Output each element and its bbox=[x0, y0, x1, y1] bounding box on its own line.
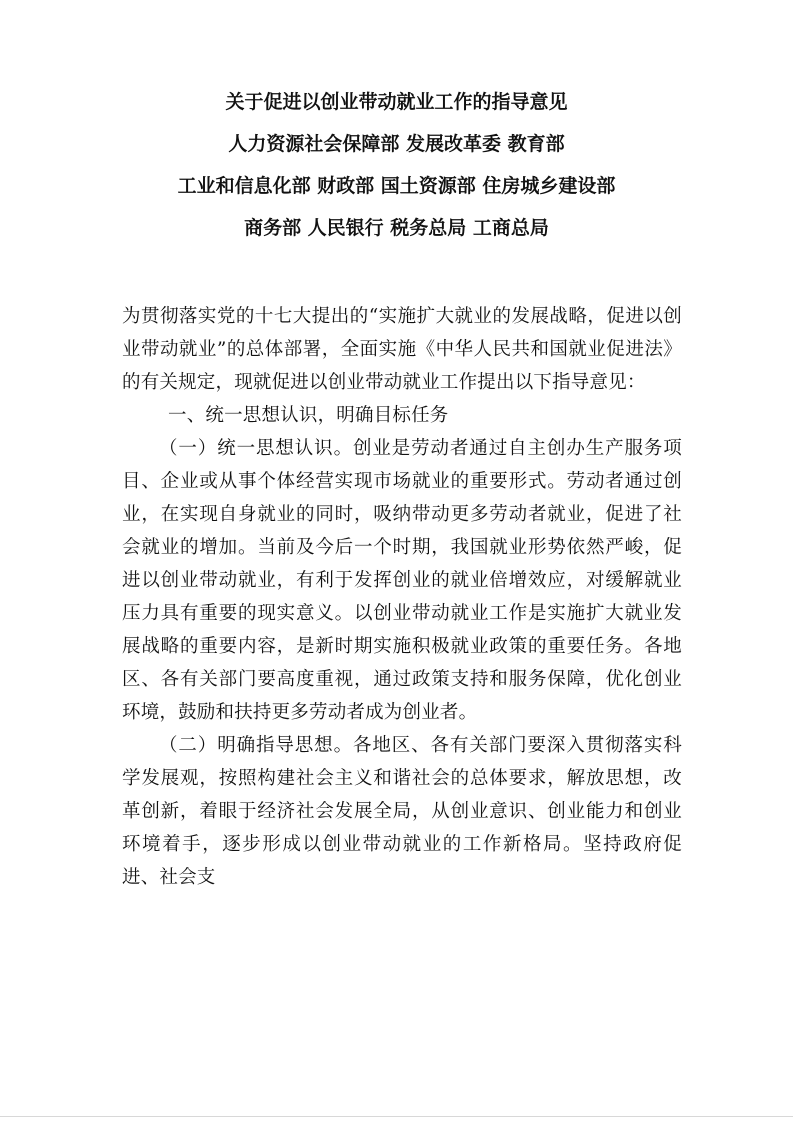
intro-paragraph: 为贯彻落实党的十七大提出的“实施扩大就业的发展战略，促进以创业带动就业”的总体部署，全面实施《中华人民共和国就业促进法》的有关规定，现就促进以创业带动就业工作提出以下指导意见： bbox=[122, 306, 682, 393]
body-paragraph-1: （一）统一思想认识。创业是劳动者通过自主创办生产服务项目、企业或从事个体经营实现市场就业的重要形式。劳动者通过创业，在实现自身就业的同时，吸纳带动更多劳动者就业，促进了社会就业的增加。当前及今后一个时期，我国就业形势依然严峻，促进以创业带动就业，有利于发挥创业的就业倍增效应，对缓解就业压力具有重要的现实意义。以创业带动就业工作是实施扩大就业发展战略的重要内容，是新时期实施积极就业政策的重要任务。各地区、各有关部门要高度重视，通过政策支持和服务保障，优化创业环境，鼓励和扶持更多劳动者成为创业者。 bbox=[122, 438, 682, 723]
issuing-departments-line-1: 人力资源社会保障部 发展改革委 教育部 bbox=[228, 133, 565, 155]
document-title: 关于促进以创业带动就业工作的指导意见 bbox=[225, 91, 568, 113]
issuing-departments-line-3: 商务部 人民银行 税务总局 工商总局 bbox=[244, 217, 549, 239]
section-heading-1: 一、统一思想认识，明确目标任务 bbox=[168, 405, 449, 426]
document-title-block bbox=[0, 92, 793, 260]
document-body bbox=[122, 300, 682, 894]
page-bottom-divider bbox=[0, 1116, 793, 1117]
body-paragraph-2: （二）明确指导思想。各地区、各有关部门要深入贯彻落实科学发展观，按照构建社会主义和谐社会的总体要求，解放思想，改革创新，着眼于经济社会发展全局，从创业意识、创业能力和创业环境着手，逐步形成以创业带动就业的工作新格局。坚持政府促进、社会支 bbox=[122, 735, 682, 888]
issuing-departments-line-2: 工业和信息化部 财政部 国土资源部 住房城乡建设部 bbox=[177, 175, 616, 197]
